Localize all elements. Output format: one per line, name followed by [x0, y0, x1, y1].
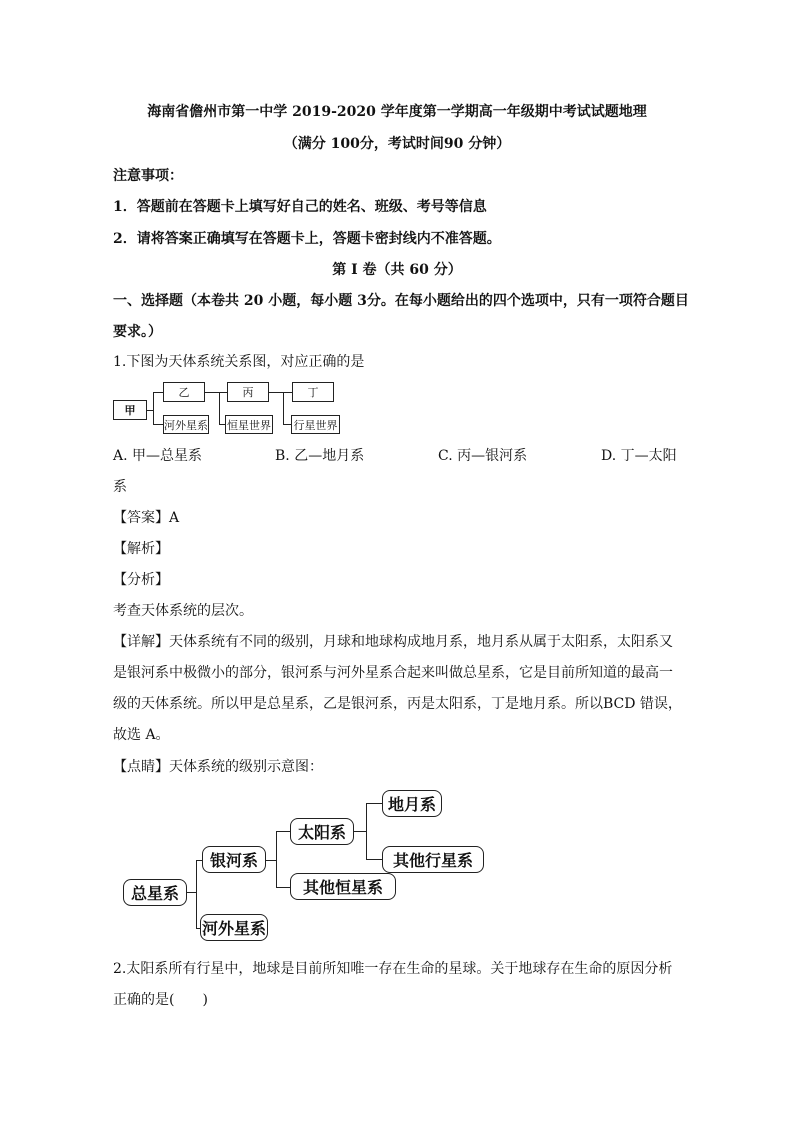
connector	[219, 392, 227, 393]
q1-fenxi-text: 考查天体系统的层次。	[113, 603, 253, 619]
notes-item-1: 1．答题前在答题卡上填写好自己的姓名、班级、考号等信息	[113, 199, 487, 215]
connector	[153, 392, 154, 424]
page-title: 海南省儋州市第一中学 2019-2020 学年度第一学期高一年级期中考试试题地理	[147, 104, 647, 120]
q1-tip: 【点睛】天体系统的级别示意图：	[113, 759, 323, 775]
connector	[205, 392, 219, 393]
connector	[153, 424, 163, 425]
diagram-box-hengxing: 恒星世界	[225, 415, 273, 434]
connector	[187, 892, 196, 893]
section-title: 第 I 卷（共 60 分）	[332, 262, 462, 278]
connector	[276, 831, 277, 887]
q1-option-d: D. 丁—太阳	[601, 448, 677, 464]
diagram-box-jia: 甲	[113, 400, 147, 420]
q1-option-b: B. 乙—地月系	[275, 448, 365, 464]
notes-item-2: 2．请将答案正确填写在答题卡上，答题卡密封线内不准答题。	[113, 231, 501, 247]
q1-detail-line2: 是银河系中极微小的部分，银河系与河外星系合起来叫做总星系，它是目前所知道的最高一	[113, 665, 673, 681]
q1-stem: 1.下图为天体系统关系图，对应正确的是	[113, 354, 365, 370]
notes-heading: 注意事项：	[113, 168, 183, 184]
connector	[283, 392, 292, 393]
diagram-box-ding: 丁	[292, 382, 334, 402]
connector	[283, 392, 284, 424]
connector	[276, 887, 290, 888]
q2-line2: 正确的是( )	[113, 992, 208, 1008]
q1-option-a: A. 甲—总星系	[113, 448, 203, 464]
connector	[354, 831, 366, 832]
hierarchy-box-hewai: 河外星系	[200, 914, 268, 941]
diagram-box-bing: 丙	[227, 382, 269, 402]
q1-fenxi-label: 【分析】	[113, 572, 169, 588]
q1-option-c: C. 丙—银河系	[438, 448, 528, 464]
diagram-box-hewai: 河外星系	[163, 415, 209, 434]
q1-detail-line4: 故选 A。	[113, 727, 170, 743]
connector	[153, 392, 163, 393]
page-subtitle: （满分 100分，考试时间90 分钟）	[283, 136, 511, 152]
connector	[196, 860, 197, 928]
q1-analysis-label: 【解析】	[113, 541, 169, 557]
q1-answer: 【答案】A	[113, 510, 180, 526]
connector	[366, 803, 367, 859]
connector	[366, 803, 382, 804]
q1-detail-line1: 【详解】天体系统有不同的级别，月球和地球构成地月系，地月系从属于太阳系，太阳系又	[113, 634, 673, 650]
connector	[366, 859, 382, 860]
diagram-box-xingxing: 行星世界	[291, 415, 340, 434]
section-instruction-line1: 一、选择题（本卷共 20 小题，每小题 3分。在每小题给出的四个选项中，只有一项符合题目	[113, 293, 689, 309]
q2-line1: 2.太阳系所有行星中，地球是目前所知唯一存在生命的星球。关于地球存在生命的原因分析	[113, 961, 673, 977]
hierarchy-box-diyue: 地月系	[382, 790, 442, 817]
hierarchy-box-zong: 总星系	[123, 879, 187, 906]
connector	[269, 392, 283, 393]
section-instruction-line2: 要求。）	[113, 324, 162, 340]
hierarchy-box-qitaxingxing: 其他行星系	[382, 846, 484, 873]
diagram-box-yi: 乙	[163, 382, 205, 402]
connector	[266, 860, 276, 861]
hierarchy-box-qitahengxing: 其他恒星系	[290, 873, 396, 900]
hierarchy-box-yinhe: 银河系	[202, 846, 266, 873]
connector	[219, 392, 220, 424]
connector	[283, 424, 291, 425]
connector	[276, 831, 290, 832]
q1-option-d-cont: 系	[113, 479, 127, 495]
q1-detail-line3: 级的天体系统。所以甲是总星系，乙是银河系，丙是太阳系，丁是地月系。所以BCD 错误，	[113, 696, 682, 712]
hierarchy-box-taiyang: 太阳系	[290, 818, 354, 845]
